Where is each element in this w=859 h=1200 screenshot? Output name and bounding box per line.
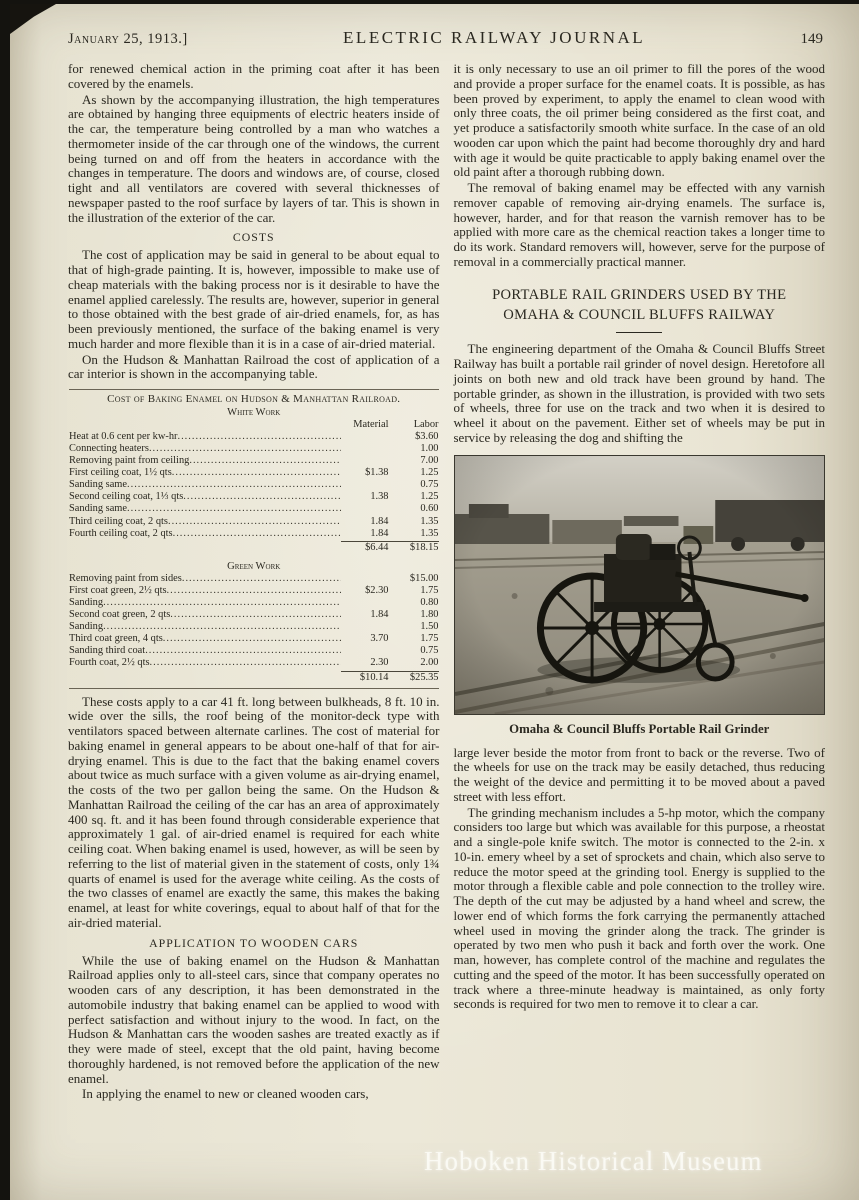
- page-number: 149: [800, 31, 823, 47]
- row-label: Third ceiling coat, 2 qts .....: [69, 516, 341, 528]
- row-label: Sanding same .....: [69, 503, 341, 515]
- row-labor: 1.75: [420, 585, 439, 597]
- row-material: [341, 443, 389, 455]
- row-labor: 0.75: [420, 479, 439, 491]
- row-labor: 1.35: [420, 527, 439, 539]
- row-labor: 1.50: [420, 621, 439, 633]
- table-row: [69, 467, 439, 479]
- row-label: Fourth ceiling coat, 2 qts .....: [69, 528, 341, 540]
- row-labor: 1.35: [420, 515, 439, 527]
- para: While the use of baking enamel on the Hudson & Manhattan Railroad applies only to all-steel cars, since that company operates no wooden cars of any description, it has been demonstrated in the automobile industry that baking enamel can be applied to wood with perfect satisfaction and without injury to the wood. In fact, on the Hudson & Manhattan cars the wooden sashes are treated exactly as if they were made of steel, except that the old paint, having become thoroughly hardened, is not removed before the application of the new enamel.: [68, 952, 440, 1086]
- para: The removal of baking enamel may be effected with any varnish remover capable of removing air-drying enamels. The surface is, however, harder, and for that reason the varnish remover has to be applied with more care as the chemical reaction takes a longer time to do its work. Standard removers will, however, serve for the purpose of removal in a commercially practical manner.: [453, 180, 825, 269]
- table-column-headers: [69, 419, 439, 431]
- para: large lever beside the motor from front to back or the reverse. Two of the wheels for use on the track may be easily detached, thus reducing the weight of the device and permitting it to be moved about a paved street with less effort.: [453, 744, 825, 804]
- photo-caption: Omaha & Council Bluffs Portable Rail Grinder: [509, 721, 770, 736]
- row-labor: 7.00: [420, 455, 439, 467]
- rail-grinder-photo: [454, 455, 826, 715]
- table-section-name: Green Work: [227, 560, 281, 572]
- table-row: [69, 443, 439, 455]
- row-material: 1.84: [370, 515, 389, 527]
- table-row: [69, 585, 439, 597]
- row-material: [341, 621, 389, 633]
- row-label: Second coat green, 2 qts .....: [69, 609, 341, 621]
- row-label: Sanding .....: [69, 621, 341, 633]
- row-labor: 1.80: [420, 609, 439, 621]
- para: The engineering department of the Omaha & Council Bluffs Street Railway has built a portable rail grinder of novel design. Heretofore all joints on both new and old track have been ground by hand. The portable grinder, as shown in the illustration, is provided with two sets of wheels, three for use on the track and two when it is desired to wheel it about on the pavement. Either set of wheels may be put in service by releasing the dog and shifting the: [453, 341, 825, 445]
- rail-grinder-photo-illustration: [455, 456, 825, 714]
- table-row: [69, 573, 439, 585]
- table-row: [69, 657, 439, 669]
- para: In applying the enamel to new or cleaned wooden cars,: [82, 1086, 369, 1102]
- table-title: Cost of Baking Enamel on Hudson & Manhattan Railroad.: [107, 393, 401, 405]
- row-material: 3.70: [370, 633, 389, 645]
- row-material: 1.84: [370, 527, 389, 539]
- col-header-labor: Labor: [413, 419, 439, 431]
- row-labor: 0.75: [420, 645, 439, 657]
- row-labor: 1.00: [420, 443, 439, 455]
- archive-watermark: Hoboken Historical Museum: [424, 1146, 763, 1176]
- torn-corner: [10, 4, 56, 34]
- two-column-body: [68, 62, 825, 1103]
- para: it is only necessary to use an oil primer to fill the pores of the wood and provide a proper surface for the enamel coats. It is possible, as has been proved by experiment, to apply the enamel to clean wood with only three coats, the oil primer being considered as the first coat, and yet produce a satisfactorily smooth white surface. In the case of an old wooden car upon which the paint had become thoroughly dry and hard with age it would be quite practicable to apply baking enamel over the old paint after a thorough rubbing down.: [453, 61, 825, 180]
- table-row: [69, 479, 439, 491]
- row-labor: $15.00: [409, 573, 439, 584]
- row-label: Sanding .....: [69, 597, 341, 609]
- para: As shown by the accompanying illustration, the high temperatures are obtained by hanging three equipments of electric heaters inside of the car, the temperature being controlled by a man who watches a thermometer inside of the car through one of the windows, the current being turned on and off from the heaters in accordance with the changes in temperature. The doors and windows are, of course, closed tight and all ventilators are covered with several thicknesses of newspaper pasted to the roof surface by layers of tar. This is shown in the illustration of the exterior of the car.: [68, 91, 440, 225]
- section-heading-wooden-cars: APPLICATION TO WOODEN CARS: [149, 935, 359, 950]
- table-row: [69, 528, 439, 540]
- row-material: [341, 479, 389, 491]
- row-material: [341, 455, 389, 467]
- row-label: Second ceiling coat, 1⅓ qts .....: [69, 491, 341, 503]
- row-label: Fourth coat, 2½ qts .....: [69, 657, 341, 669]
- cost-table: [69, 389, 439, 689]
- row-label: Removing paint from sides .....: [69, 573, 341, 585]
- table-total-row: [69, 671, 439, 684]
- issue-date: January 25, 1913.]: [68, 31, 188, 47]
- article-title: PORTABLE RAIL GRINDERS USED BY THE OMAHA & COUNCIL BLUFFS RAILWAY: [492, 286, 787, 323]
- row-label: First ceiling coat, 1½ qts .....: [69, 467, 341, 479]
- row-material: $2.30: [365, 585, 389, 597]
- row-material: 1.38: [370, 491, 389, 503]
- table-row: [69, 503, 439, 515]
- total-labor: $18.15: [389, 541, 439, 554]
- total-labor: $25.35: [389, 671, 439, 684]
- row-labor: 0.60: [420, 503, 439, 515]
- row-labor: 0.80: [420, 597, 439, 609]
- table-row: [69, 621, 439, 633]
- para: for renewed chemical action in the priming coat after it has been covered by the enamels.: [68, 61, 440, 91]
- row-labor: 1.25: [420, 491, 439, 503]
- table-row: [69, 491, 439, 503]
- row-material: $1.38: [365, 467, 389, 479]
- row-labor: 1.25: [420, 467, 439, 479]
- row-label: Heat at 0.6 cent per kw-hr .....: [69, 431, 341, 443]
- left-column: [68, 62, 440, 1103]
- heading-rule: [616, 332, 662, 333]
- row-label: Sanding third coat .....: [69, 645, 341, 657]
- row-label: Third coat green, 4 qts .....: [69, 633, 341, 645]
- row-material: [341, 431, 389, 443]
- table-row: [69, 597, 439, 609]
- table-row: [69, 455, 439, 467]
- journal-title: ELECTRIC RAILWAY JOURNAL: [343, 28, 646, 47]
- table-section-name: White Work: [227, 406, 281, 418]
- row-material: 2.30: [370, 657, 389, 669]
- row-material: [341, 573, 389, 585]
- row-material: [341, 503, 389, 515]
- table-row: [69, 633, 439, 645]
- table-row: [69, 431, 439, 443]
- row-label: First coat green, 2½ qts .....: [69, 585, 341, 597]
- row-label: Connecting heaters .....: [69, 443, 341, 455]
- row-labor: $3.60: [415, 431, 439, 443]
- total-material: $6.44: [341, 541, 389, 554]
- row-material: 1.84: [370, 609, 389, 621]
- section-heading-costs: COSTS: [232, 230, 275, 245]
- row-label: Sanding same .....: [69, 479, 341, 491]
- para: The grinding mechanism includes a 5-hp motor, which the company considers too large but which was available for this purpose, a rheostat and a single-pole knife switch. The motor is connected to the 2-in. x 10-in. emery wheel by a set of sprockets and chain, which also serve to reduce the motor speed at the grinding tool. Energy is supplied to the motor through a flexible cable and pole connection to the trolley wire. The depth of the cut may be adjusted by a hand wheel and screw, the lower end of which forms the fork carrying the permanently attached wheel used in moving the grinder along the track. The grinder is operated by two men who push it back and forth over the work. One man, however, has complete control of the machine and regulates the cutting and the speed of the motor. It has been successfully operated on track where a three-minute headway is maintained, as only forty seconds is required for two men to remove it to clear a car.: [453, 804, 825, 1012]
- row-label: Removing paint from ceiling .....: [69, 455, 341, 467]
- row-labor: 1.75: [420, 633, 439, 645]
- total-material: $10.14: [341, 671, 389, 684]
- page-header: [68, 28, 823, 48]
- table-row: [69, 516, 439, 528]
- para: These costs apply to a car 41 ft. long between bulkheads, 8 ft. 10 in. wide over the sills, the roof being of the monitor-deck type with ventilators spaced between alternate carlines. The cost of material for baking enamel in general appears to be about one-half of that for air-drying enamel. This is due to the fact that the baking enamel covers about twice as much surface with a given volume as air-drying enamel, the costs of the two per gallon being the same. On the Hudson & Manhattan Railroad the ceiling of the car has an area of approximately 400 sq. ft. and it has been found through considerable experience that approximately 1 gal. of air-dried enamel is required for each white ceiling coat. When baking enamel is used, however, as will be seen by referring to the list of material given in the statement of costs, only 1¾ quarts of enamel is used for the average white ceiling. As the costs of the two classes of enamel are exactly the same, this makes the baking enamel, at least for white coverings, equal to about half of that for the air-dried material.: [68, 693, 440, 930]
- right-column: [454, 62, 826, 1103]
- para: The cost of application may be said in general to be about equal to that of high-grade painting. It is, however, impossible to make use of cheap materials with the baking process nor is it desirable to have the enamel applied carelessly. The results are, however, superior in general to those obtained with the best grade of air-dried enamels, for, as has been previously mentioned, the surface of the baking enamel is very much harder and more flexible than it is in a case of air-dried material.: [68, 247, 440, 351]
- table-total-row: [69, 541, 439, 554]
- row-material: [341, 597, 389, 609]
- row-labor: 2.00: [420, 657, 439, 669]
- paper: [10, 4, 859, 1200]
- col-header-material: Material: [353, 419, 389, 431]
- para: On the Hudson & Manhattan Railroad the cost of application of a car interior is shown in the accompanying table.: [68, 351, 440, 382]
- row-material: [341, 645, 389, 657]
- table-row: [69, 609, 439, 621]
- table-row: [69, 645, 439, 657]
